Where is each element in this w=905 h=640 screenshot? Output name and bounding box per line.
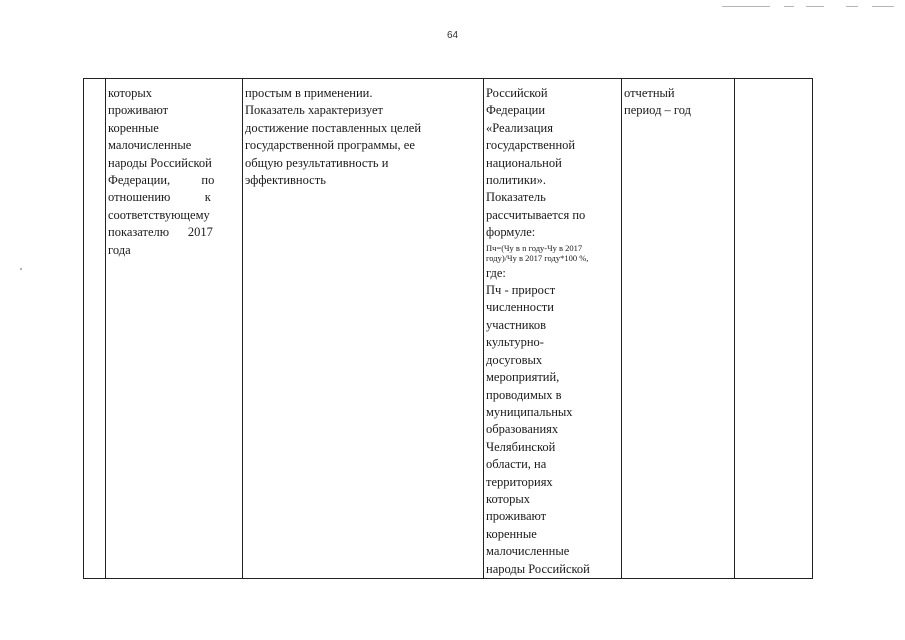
text-line: Челябинской — [486, 439, 556, 454]
table-cell-number — [84, 79, 106, 579]
table-cell-empty — [735, 79, 813, 579]
text-line: Федерации — [486, 103, 546, 118]
text-line: народы Российской — [108, 155, 212, 170]
text-line: досуговых — [486, 352, 543, 367]
text-line: малочисленные — [486, 544, 570, 559]
text-line: проживают — [486, 509, 547, 524]
text-line: года — [108, 242, 131, 257]
text-line: национальной — [486, 155, 562, 170]
text-line: отношению к — [108, 190, 211, 205]
text-line: проживают — [108, 103, 169, 118]
text-line: рассчитывается по — [486, 207, 586, 222]
table-row — [84, 79, 813, 579]
text-line: территориях — [486, 474, 553, 489]
scan-artifact-line — [722, 6, 770, 7]
text-line: коренные — [108, 120, 159, 135]
text-line: народы Российской — [486, 561, 590, 576]
text-line: малочисленные — [108, 138, 192, 153]
scan-artifact-line — [806, 6, 824, 7]
text-line: Федерации, по — [108, 173, 215, 188]
table-cell-method — [484, 79, 622, 579]
text-line: Показатель — [486, 190, 546, 205]
text-line: численности — [486, 300, 554, 315]
text-line: государственной программы, ее — [245, 138, 415, 153]
table-cell-period — [622, 79, 735, 579]
scan-artifact-line — [846, 6, 858, 7]
formula-line: Пч=(Чу в n году-Чу в 2017 — [486, 242, 583, 253]
text-line: проводимых в — [486, 387, 562, 402]
text-line: участников — [486, 317, 547, 332]
formula-line: году)/Чу в 2017 году*100 %, — [486, 253, 589, 264]
text-line: Показатель характеризует — [245, 103, 384, 118]
text-line: культурно- — [486, 335, 544, 350]
text-line: коренные — [486, 526, 537, 541]
table-cell-description — [243, 79, 484, 579]
text-line: которых — [486, 491, 530, 506]
formula — [486, 243, 619, 264]
text-line: «Реализация — [486, 120, 553, 135]
scan-artifact-dot — [20, 268, 22, 270]
text-line: мероприятий, — [486, 370, 560, 385]
text-line: показателю 2017 — [108, 225, 213, 240]
text-line: муниципальных — [486, 404, 573, 419]
text-line: период – год — [624, 103, 691, 118]
text-line: политики». — [486, 173, 546, 188]
text-line: Российской — [486, 86, 548, 100]
text-line: соответствующему — [108, 207, 210, 222]
text-line: общую результативность и — [245, 155, 389, 170]
text-line: простым в применении. — [245, 86, 373, 100]
text-line: формуле: — [486, 225, 536, 240]
text-line: образованиях — [486, 422, 559, 437]
text-line: которых — [108, 86, 152, 100]
text-line: государственной — [486, 138, 576, 153]
text-line: Пч - прирост — [486, 283, 556, 298]
text-line: отчетный — [624, 86, 675, 100]
text-line: где: — [486, 265, 506, 280]
text-line: области, на — [486, 457, 547, 472]
document-table — [83, 78, 813, 579]
table-cell-indicator-name — [106, 79, 243, 579]
text-line: достижение поставленных целей — [245, 120, 422, 135]
scan-artifact-line — [872, 6, 894, 7]
scan-artifact-line — [784, 6, 794, 7]
text-line: эффективность — [245, 173, 326, 188]
page-number: 64 — [446, 30, 459, 41]
